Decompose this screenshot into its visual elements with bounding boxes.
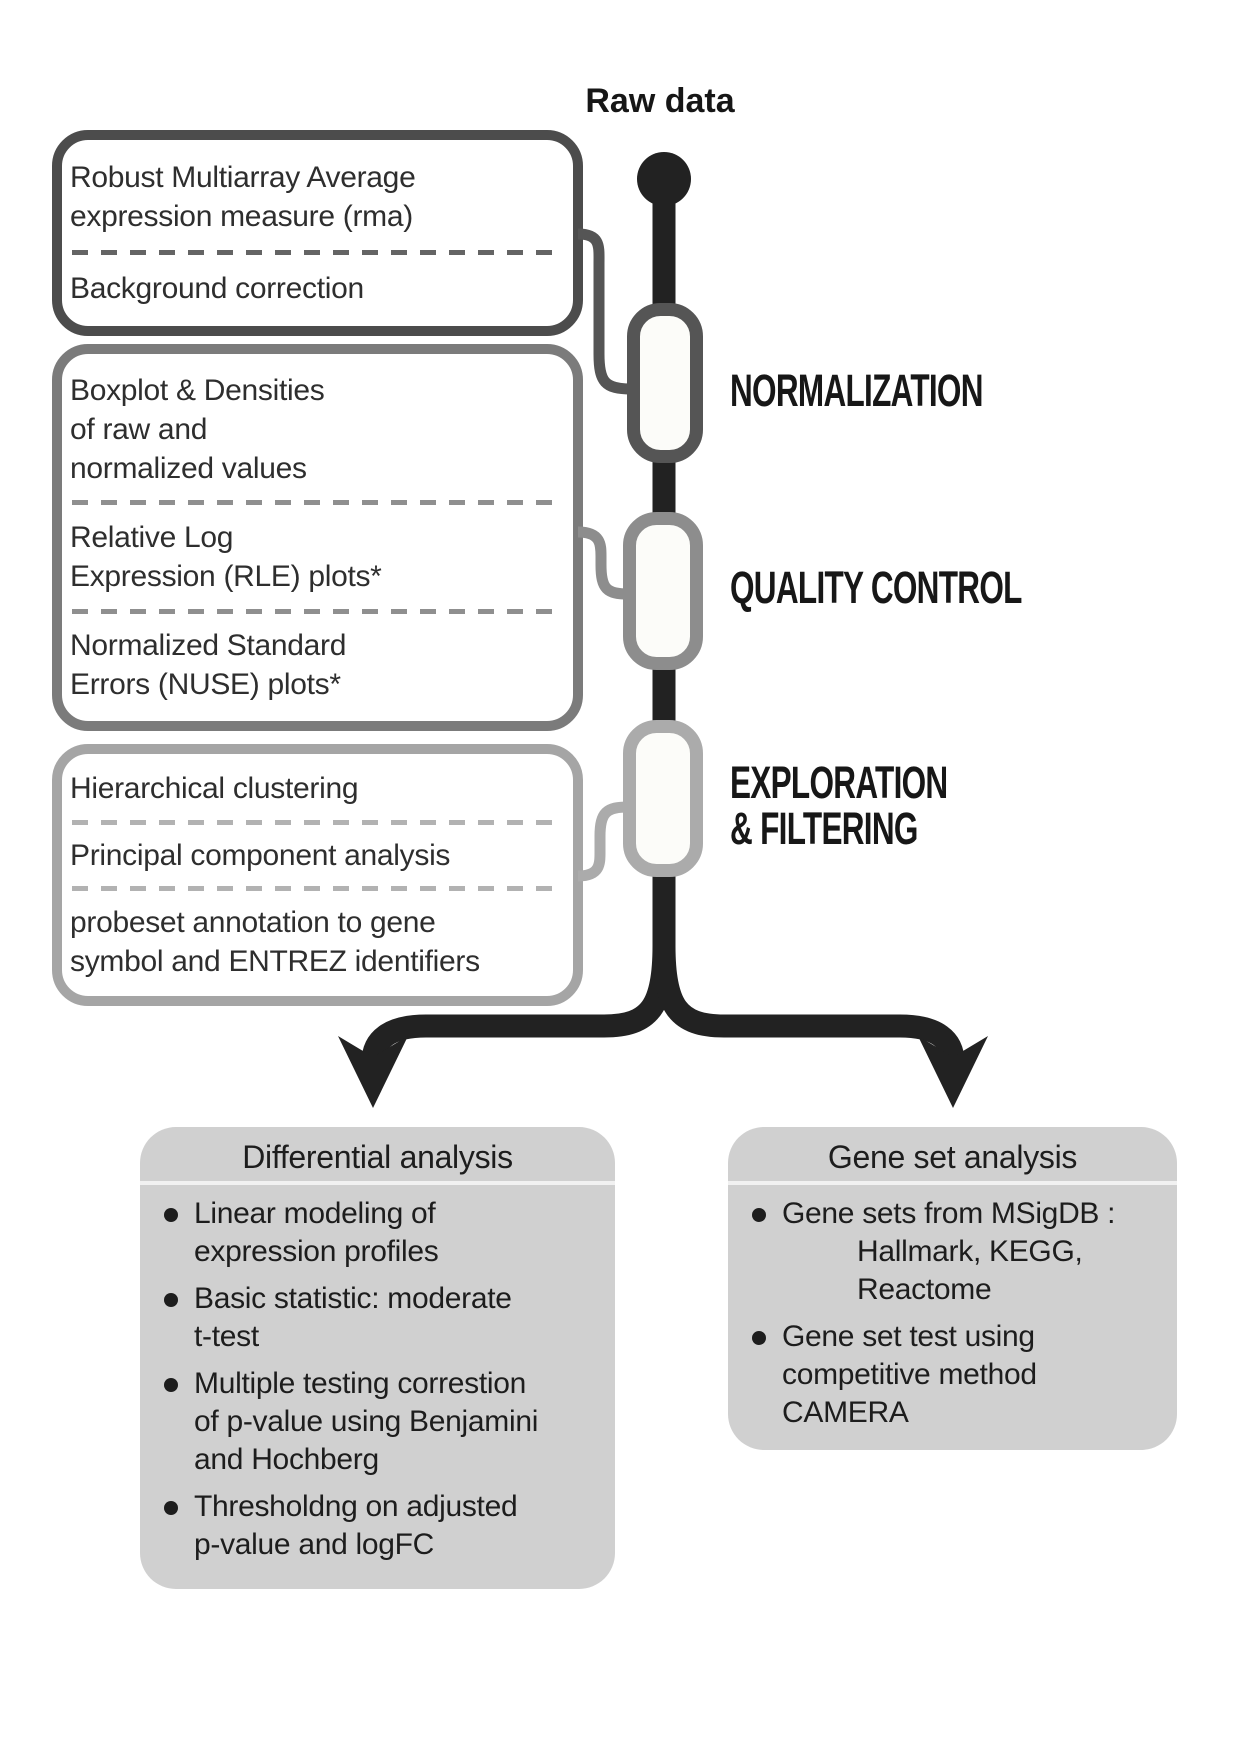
step-text: Expression (RLE) plots* — [70, 559, 382, 593]
step-box-quality-control — [52, 344, 583, 731]
step-text: Robust Multiarray Average — [70, 161, 416, 194]
bullet-dot-icon — [752, 1208, 766, 1222]
step-text: symbol and ENTREZ identifiers — [70, 944, 480, 978]
list-item — [752, 1318, 1167, 1432]
connector-exploration — [578, 807, 628, 876]
list-item-line: Linear modeling of — [194, 1197, 436, 1230]
step-text: Relative Log — [70, 520, 234, 554]
arrowhead-left-icon — [338, 1036, 408, 1108]
differential-bullet-list — [140, 1185, 615, 1564]
list-item-line: Multiple testing correstion — [194, 1367, 527, 1400]
step-text: probeset annotation to gene — [70, 905, 436, 939]
bullet-dot-icon — [164, 1378, 178, 1392]
list-item-line: CAMERA — [782, 1396, 909, 1429]
list-item-line: Basic statistic: moderate — [194, 1282, 512, 1315]
dashed-divider — [72, 820, 563, 825]
connector-normalization — [578, 234, 631, 389]
list-item-line: Gene set test using — [782, 1320, 1035, 1353]
list-item-line: expression profiles — [194, 1235, 439, 1268]
step-text: Errors (NUSE) plots* — [70, 668, 341, 702]
differential-analysis-title: Differential analysis — [242, 1139, 513, 1175]
gene-set-bullet-list — [728, 1185, 1177, 1432]
start-circle-icon — [637, 152, 691, 206]
stage-label-line: EXPLORATION — [730, 757, 948, 808]
step-text: Hierarchical clustering — [70, 772, 359, 806]
bullet-dot-icon — [752, 1331, 766, 1345]
step-text: of raw and — [70, 412, 208, 446]
stage-label-quality-control — [730, 562, 1022, 613]
bullet-dot-icon — [164, 1208, 178, 1222]
dashed-divider — [72, 609, 563, 614]
branch-right — [664, 946, 953, 1062]
differential-analysis-box — [140, 1127, 615, 1589]
dashed-divider — [72, 886, 563, 891]
dashed-divider — [72, 500, 563, 505]
bullet-dot-icon — [164, 1293, 178, 1307]
step-section — [70, 269, 565, 308]
normalization-node — [634, 310, 697, 457]
list-item-line: and Hochberg — [194, 1443, 379, 1476]
step-section — [70, 626, 565, 704]
list-item-line: Reactome — [857, 1273, 992, 1306]
step-section — [70, 158, 565, 236]
bullet-dot-icon — [164, 1501, 178, 1515]
step-section — [70, 371, 565, 488]
step-text: normalized values — [70, 451, 307, 485]
step-text: Principal component analysis — [70, 838, 451, 872]
gene-set-analysis-title: Gene set analysis — [827, 1139, 1078, 1175]
list-item — [164, 1195, 605, 1271]
step-text: Background correction — [70, 272, 364, 305]
list-item-line: competitive method — [782, 1358, 1037, 1391]
arrowhead-right-icon — [918, 1036, 988, 1108]
list-item — [164, 1488, 605, 1564]
step-section — [70, 903, 565, 981]
stage-label-exploration-filtering — [730, 757, 948, 854]
step-text: Normalized Standard — [70, 629, 347, 663]
list-item — [752, 1195, 1167, 1309]
exploration-node — [630, 727, 697, 871]
list-item — [164, 1365, 605, 1479]
stage-label-line: & FILTERING — [730, 803, 918, 854]
step-text: Boxplot & Densities — [70, 373, 325, 407]
step-text: expression measure (rma) — [70, 200, 413, 233]
stage-label-line: QUALITY CONTROL — [730, 562, 1022, 613]
list-item-line: Thresholdng on adjusted — [194, 1490, 518, 1523]
step-section — [70, 836, 565, 875]
list-item-line: of p-value using Benjamini — [194, 1405, 539, 1438]
step-box-normalization — [52, 130, 583, 336]
step-box-exploration — [52, 744, 583, 1006]
list-item-line: Gene sets from MSigDB : — [782, 1197, 1116, 1230]
gene-set-analysis-box — [728, 1127, 1177, 1450]
stage-label-normalization — [730, 365, 983, 416]
dashed-divider — [72, 250, 563, 255]
stage-label-line: NORMALIZATION — [730, 365, 983, 416]
list-item-line: t-test — [194, 1320, 259, 1353]
step-section — [70, 769, 565, 808]
list-item — [164, 1280, 605, 1356]
connector-quality-control — [578, 532, 628, 594]
list-item-line: p-value and logFC — [194, 1528, 435, 1561]
raw-data-label: Raw data — [585, 82, 735, 120]
list-item-line: Hallmark, KEGG, — [857, 1235, 1083, 1268]
quality-control-node — [630, 519, 697, 664]
step-section — [70, 518, 565, 596]
